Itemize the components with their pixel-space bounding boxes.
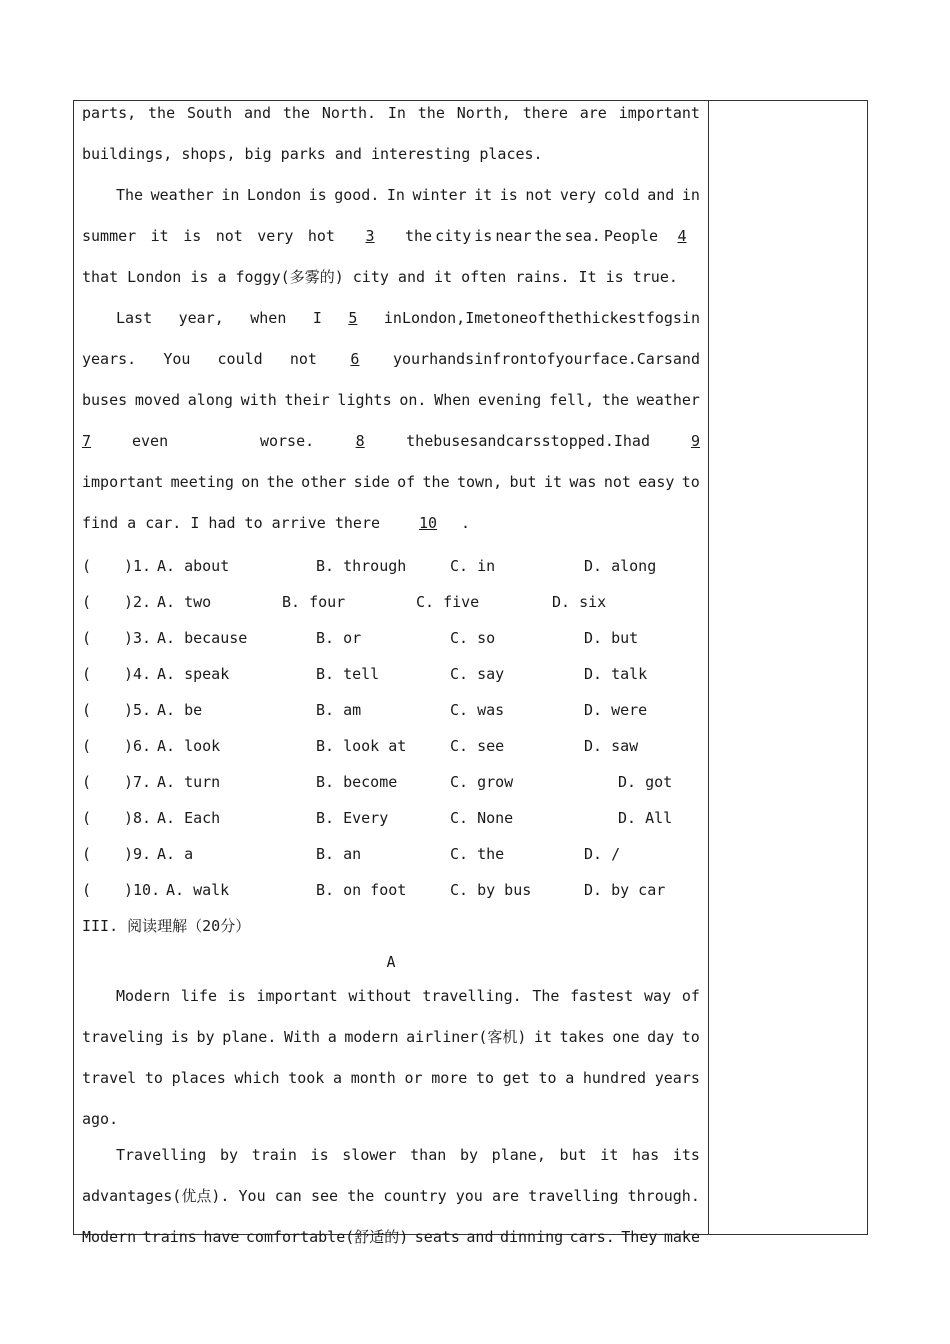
- word: and: [243, 104, 272, 122]
- word: of: [397, 473, 416, 491]
- word: is: [499, 186, 518, 204]
- answer-paren[interactable]: (: [82, 557, 92, 575]
- passage-line: [82, 1224, 700, 1265]
- word: Modern: [82, 1228, 137, 1246]
- answer-paren[interactable]: (: [82, 629, 92, 647]
- word: are: [579, 104, 607, 122]
- option-d[interactable]: D. along: [584, 557, 657, 575]
- word: it: [474, 186, 493, 204]
- word: People: [603, 227, 658, 245]
- word: when: [250, 309, 287, 327]
- passage-line: that London is a foggy(多雾的) city and it often rains. It is true.: [82, 268, 678, 286]
- word: Cars: [636, 350, 673, 368]
- word: even: [132, 432, 169, 450]
- word: fastest: [570, 987, 634, 1005]
- word: In: [386, 186, 405, 204]
- line-seg: [82, 346, 317, 387]
- word: see: [310, 1187, 339, 1205]
- option-b[interactable]: B. on foot: [316, 881, 407, 899]
- question-number: )1.: [124, 557, 152, 575]
- option-d[interactable]: D. were: [584, 701, 648, 719]
- word: Modern: [116, 987, 171, 1005]
- question-row: [82, 695, 700, 731]
- blank-10[interactable]: 10: [419, 514, 438, 532]
- word: moved: [134, 391, 181, 409]
- word: advantages(优点).: [82, 1187, 230, 1205]
- content-column: [82, 100, 700, 1265]
- word: a: [333, 1069, 343, 1087]
- word: took: [288, 1069, 325, 1087]
- question-row: [82, 803, 700, 839]
- word: which: [234, 1069, 280, 1087]
- word: dinning: [499, 1228, 564, 1246]
- word: fogs: [645, 309, 682, 327]
- word: and: [647, 186, 675, 204]
- passage-line: [82, 1065, 700, 1106]
- word: to: [476, 1069, 495, 1087]
- word: along: [187, 391, 233, 409]
- word: travelling: [528, 1187, 619, 1205]
- option-b[interactable]: B. through: [316, 557, 407, 575]
- passage-line: [82, 387, 700, 428]
- blank-8[interactable]: 8: [355, 432, 365, 450]
- word: modern: [344, 1028, 399, 1046]
- word: very: [257, 227, 294, 245]
- word: airliner(客机): [406, 1028, 527, 1046]
- word: without: [348, 987, 412, 1005]
- word: North,: [456, 104, 511, 122]
- passage-line: buildings, shops, big parks and interesting places.: [82, 145, 543, 163]
- passage-line: [82, 305, 700, 346]
- word: cars.: [569, 1228, 615, 1246]
- word: worse.: [259, 432, 315, 450]
- word: one: [501, 309, 529, 327]
- word: to: [144, 1069, 163, 1087]
- word: the: [417, 104, 445, 122]
- question-number: )8.: [124, 809, 152, 827]
- question-row: [82, 875, 700, 911]
- option-d[interactable]: D. six: [552, 593, 607, 611]
- line-seg: [82, 223, 335, 264]
- word: and: [672, 350, 700, 368]
- word: one: [612, 1028, 640, 1046]
- word: comfortable(舒适的): [245, 1228, 409, 1246]
- word: easy: [638, 473, 675, 491]
- option-d[interactable]: D. saw: [584, 737, 639, 755]
- line-seg: [406, 428, 650, 469]
- part-heading: A: [386, 953, 396, 971]
- word: of: [528, 309, 547, 327]
- word: in: [221, 186, 240, 204]
- word: a: [327, 1028, 337, 1046]
- word: of: [537, 350, 556, 368]
- word: Last: [116, 309, 153, 327]
- option-d[interactable]: D. got: [618, 773, 673, 791]
- option-c[interactable]: C. five: [416, 593, 480, 611]
- word: important: [618, 104, 700, 122]
- word: not: [525, 186, 553, 204]
- word: places: [171, 1069, 226, 1087]
- word: there: [522, 104, 568, 122]
- passage-line: [82, 983, 700, 1024]
- reading-passage: [82, 983, 700, 1265]
- word: the: [534, 227, 562, 245]
- word: face.: [591, 350, 637, 368]
- word: You: [163, 350, 191, 368]
- word: but: [559, 1146, 587, 1164]
- passage-line: [82, 100, 700, 141]
- option-b[interactable]: B. become: [316, 773, 398, 791]
- option-b[interactable]: B. tell: [316, 665, 380, 683]
- word: important: [82, 473, 164, 491]
- word: its: [672, 1146, 700, 1164]
- word: town,: [456, 473, 503, 491]
- answer-paren[interactable]: (: [82, 809, 92, 827]
- word: good.: [334, 186, 380, 204]
- word: When: [434, 391, 471, 409]
- word: month: [350, 1069, 396, 1087]
- word: The: [532, 987, 560, 1005]
- word: cold: [603, 186, 640, 204]
- question-number: )7.: [124, 773, 152, 791]
- word: meeting: [170, 473, 234, 491]
- line-seg: [384, 305, 700, 346]
- word: cars: [505, 432, 542, 450]
- option-a[interactable]: A. two: [157, 593, 212, 611]
- passage-line: [82, 510, 700, 551]
- option-a[interactable]: A. because: [157, 629, 248, 647]
- passage-line: [82, 346, 700, 387]
- option-a[interactable]: A. be: [157, 701, 203, 719]
- passage-line: [82, 469, 700, 510]
- question-list: [82, 551, 700, 911]
- answer-paren[interactable]: (: [82, 593, 92, 611]
- word: is: [183, 227, 202, 245]
- question-number: )6.: [124, 737, 152, 755]
- question-number: )2.: [124, 593, 152, 611]
- word: front: [492, 350, 538, 368]
- word: other: [301, 473, 347, 491]
- word: winter: [412, 186, 467, 204]
- word: your: [555, 350, 592, 368]
- word: had: [622, 432, 650, 450]
- option-a[interactable]: A. walk: [166, 881, 230, 899]
- question-number: )9.: [124, 845, 152, 863]
- word: and: [466, 1228, 494, 1246]
- word: or: [404, 1069, 423, 1087]
- option-d[interactable]: D. but: [584, 629, 639, 647]
- word: is: [474, 227, 493, 245]
- word: not: [289, 350, 317, 368]
- section-heading: III. 阅读理解（20分）: [82, 917, 251, 935]
- word: life: [180, 987, 217, 1005]
- question-row: [82, 839, 700, 875]
- word: important: [256, 987, 338, 1005]
- option-c[interactable]: C. None: [450, 809, 514, 827]
- word: not: [603, 473, 631, 491]
- word: of: [681, 987, 700, 1005]
- word: can: [274, 1187, 302, 1205]
- word: weather: [636, 391, 700, 409]
- word: was: [569, 473, 597, 491]
- word: the: [405, 227, 433, 245]
- option-b[interactable]: B. an: [316, 845, 362, 863]
- word: through.: [627, 1187, 700, 1205]
- word: travel: [82, 1069, 137, 1087]
- option-a[interactable]: A. turn: [157, 773, 221, 791]
- word: on.: [399, 391, 427, 409]
- word: London,: [401, 309, 466, 327]
- line-seg: [393, 346, 700, 387]
- word: have: [203, 1228, 240, 1246]
- option-c[interactable]: C. the: [450, 845, 505, 863]
- passage-line: [82, 1024, 700, 1065]
- word: summer: [82, 227, 137, 245]
- answer-paren[interactable]: (: [82, 701, 92, 719]
- word: hot: [307, 227, 335, 245]
- word: lights: [337, 391, 392, 409]
- word: the: [148, 104, 176, 122]
- word: with: [240, 391, 277, 409]
- word: year,: [178, 309, 224, 327]
- word: met: [474, 309, 502, 327]
- word: it: [150, 227, 169, 245]
- word: takes: [559, 1028, 605, 1046]
- word: are: [491, 1187, 520, 1205]
- option-a[interactable]: A. speak: [157, 665, 230, 683]
- word: more: [431, 1069, 468, 1087]
- question-row: [82, 587, 700, 623]
- question-row: [82, 731, 700, 767]
- word: years: [654, 1069, 700, 1087]
- word: is: [308, 186, 327, 204]
- word: very: [559, 186, 597, 204]
- blank-9[interactable]: 9: [690, 432, 700, 450]
- question-row: [82, 659, 700, 695]
- option-b[interactable]: B. or: [316, 629, 362, 647]
- question-number: )3.: [124, 629, 152, 647]
- word: by: [196, 1028, 215, 1046]
- word: fell,: [548, 391, 595, 409]
- line-seg: [405, 223, 658, 264]
- word: your: [392, 350, 430, 368]
- option-d[interactable]: D. /: [584, 845, 621, 863]
- word: could: [217, 350, 263, 368]
- question-row: [82, 551, 700, 587]
- word: I: [613, 432, 623, 450]
- word: in: [474, 350, 493, 368]
- passage-line: [82, 223, 700, 264]
- word: but: [509, 473, 537, 491]
- word: it: [600, 1146, 619, 1164]
- word: not: [215, 227, 243, 245]
- word: slower: [342, 1146, 397, 1164]
- word: evening: [478, 391, 542, 409]
- question-number: )5.: [124, 701, 152, 719]
- word: make: [663, 1228, 700, 1246]
- word: their: [284, 391, 330, 409]
- question-number: )10.: [124, 881, 161, 899]
- word: stopped.: [541, 432, 614, 450]
- word: the: [422, 473, 450, 491]
- word: by: [219, 1146, 239, 1164]
- passage-line: [82, 182, 700, 223]
- passage-line: [82, 1142, 700, 1183]
- word: the: [347, 1187, 375, 1205]
- word: to: [681, 1028, 700, 1046]
- option-a[interactable]: A. Each: [157, 809, 221, 827]
- option-c[interactable]: C. in: [450, 557, 496, 575]
- passage-line: [82, 428, 700, 469]
- word: hands: [429, 350, 475, 368]
- word: and: [478, 432, 506, 450]
- word: parts,: [82, 104, 137, 122]
- option-c[interactable]: C. was: [450, 701, 505, 719]
- word: South: [186, 104, 233, 122]
- answer-paren[interactable]: (: [82, 881, 92, 899]
- word: traveling: [82, 1028, 164, 1046]
- word: day: [647, 1028, 675, 1046]
- question-number: )4.: [124, 665, 152, 683]
- question-row: [82, 623, 700, 659]
- word: than: [410, 1146, 447, 1164]
- option-c[interactable]: C. see: [450, 737, 505, 755]
- answer-paren[interactable]: (: [82, 665, 92, 683]
- word: the: [601, 391, 629, 409]
- option-c[interactable]: C. say: [450, 665, 505, 683]
- word: With: [283, 1028, 321, 1046]
- option-d[interactable]: D. by car: [584, 881, 666, 899]
- word: side: [353, 473, 390, 491]
- passage-line: ago.: [82, 1110, 119, 1128]
- word: is: [310, 1146, 329, 1164]
- word: country: [383, 1187, 447, 1205]
- word: sea.: [564, 227, 601, 245]
- option-c[interactable]: C. so: [450, 629, 496, 647]
- word: way: [644, 987, 672, 1005]
- word: a: [565, 1069, 575, 1087]
- line-seg: [116, 305, 322, 346]
- word: years.: [82, 350, 137, 368]
- option-a[interactable]: A. a: [157, 845, 194, 863]
- option-a[interactable]: A. about: [157, 557, 230, 575]
- line-seg: find a car. I had to arrive there: [82, 514, 381, 532]
- word: get: [502, 1069, 530, 1087]
- column-divider: [708, 100, 709, 1235]
- line-seg: .: [461, 514, 471, 532]
- word: weather: [150, 186, 214, 204]
- word: near: [495, 227, 532, 245]
- word: seats: [414, 1228, 460, 1246]
- answer-paren[interactable]: (: [82, 773, 92, 791]
- word: the: [282, 104, 310, 122]
- passage-line: [82, 1183, 700, 1224]
- word: In: [387, 104, 406, 122]
- word: by: [459, 1146, 478, 1164]
- word: travelling.: [422, 987, 522, 1005]
- word: I: [312, 309, 322, 327]
- word: is: [227, 987, 246, 1005]
- word: the: [406, 432, 434, 450]
- word: trains: [142, 1228, 197, 1246]
- option-b[interactable]: B. look at: [316, 737, 407, 755]
- option-c[interactable]: C. by bus: [450, 881, 532, 899]
- word: You: [238, 1187, 266, 1205]
- option-b[interactable]: B. four: [282, 593, 346, 611]
- blank-7[interactable]: 7: [82, 432, 92, 450]
- word: thickest: [573, 309, 646, 327]
- word: buses: [433, 432, 479, 450]
- option-d[interactable]: D. talk: [584, 665, 648, 683]
- word: in: [383, 309, 402, 327]
- word: it: [534, 1028, 553, 1046]
- word: to: [681, 473, 700, 491]
- word: on: [241, 473, 260, 491]
- word: North.: [321, 104, 377, 122]
- word: in: [681, 309, 700, 327]
- word: plane.: [222, 1028, 277, 1046]
- option-c[interactable]: C. grow: [450, 773, 514, 791]
- word: London: [246, 186, 302, 204]
- blank-4[interactable]: 4: [677, 227, 687, 245]
- word: hundred: [582, 1069, 647, 1087]
- blank-5[interactable]: 5: [348, 309, 358, 327]
- word: They: [621, 1228, 658, 1246]
- word: is: [170, 1028, 189, 1046]
- word: Travelling: [116, 1146, 207, 1164]
- option-d[interactable]: D. All: [618, 809, 673, 827]
- blank-6[interactable]: 6: [350, 350, 360, 368]
- word: city: [435, 227, 472, 245]
- word: buses: [82, 391, 128, 409]
- word: has: [632, 1146, 660, 1164]
- word: The: [116, 186, 144, 204]
- word: the: [266, 473, 294, 491]
- cloze-passage: [82, 100, 700, 551]
- answer-paren[interactable]: (: [82, 737, 92, 755]
- word: you: [455, 1187, 483, 1205]
- option-a[interactable]: A. look: [157, 737, 221, 755]
- word: in: [681, 186, 700, 204]
- option-b[interactable]: B. am: [316, 701, 362, 719]
- word: it: [543, 473, 562, 491]
- question-row: [82, 767, 700, 803]
- word: I: [465, 309, 475, 327]
- blank-3[interactable]: 3: [365, 227, 375, 245]
- word: plane,: [491, 1146, 546, 1164]
- option-b[interactable]: B. Every: [316, 809, 389, 827]
- word: to: [538, 1069, 557, 1087]
- word: train: [251, 1146, 297, 1164]
- answer-paren[interactable]: (: [82, 845, 92, 863]
- line-seg: [132, 428, 314, 469]
- word: the: [546, 309, 574, 327]
